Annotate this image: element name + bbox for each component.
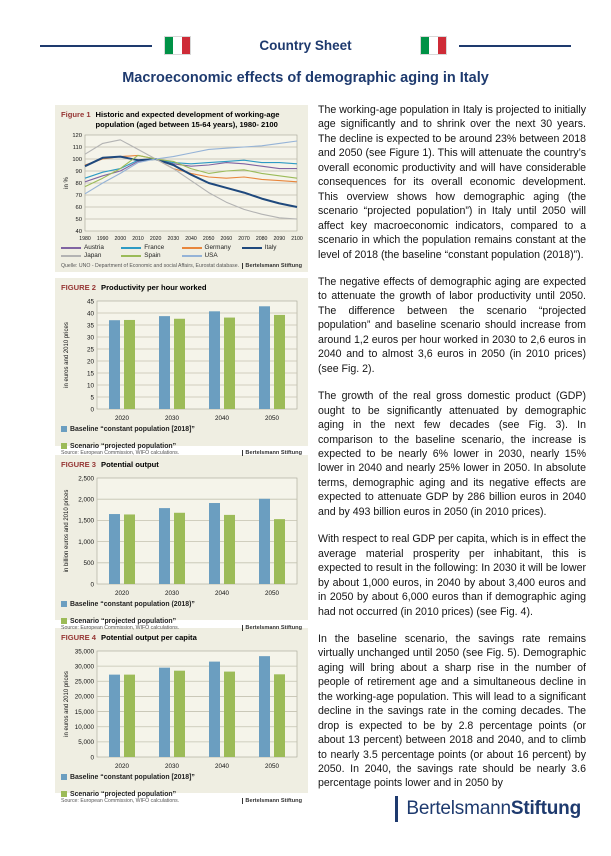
figure-2-title: [61, 283, 302, 293]
figure-4-source-row: [61, 798, 302, 804]
svg-text:25: 25: [86, 346, 94, 354]
figure-4-panel: [55, 628, 308, 804]
svg-text:15: 15: [86, 370, 94, 378]
svg-text:35: 35: [86, 322, 94, 330]
legend-item: Baseline “constant population [2018]”: [61, 774, 195, 781]
svg-text:1,000: 1,000: [78, 538, 94, 546]
svg-text:2070: 2070: [238, 236, 250, 243]
svg-text:45: 45: [86, 298, 94, 306]
figure-1-line-chart: [61, 131, 302, 243]
svg-text:5: 5: [90, 394, 94, 402]
legend-marker-icon: [61, 247, 81, 249]
svg-text:30: 30: [86, 334, 94, 342]
bertelsmann-brand-mark: Bertelsmann Stiftung: [242, 263, 302, 269]
legend-marker-icon: [121, 247, 141, 249]
legend-item: Germany: [182, 244, 242, 251]
legend-marker-icon: [61, 618, 67, 624]
legend-item: France: [121, 244, 181, 251]
paragraph: The working-age population in Italy is projected to initially age significantly and to shrink over the next 30 years. The decline is expected to be around 23% between 2018 and 2050 (see Figure 1). This will attenuate the country’s overall economic productivity and will have considerable consequences for its overall economic development. This overview shows how demographic aging (the scenario “projected population”) in Italy until 2050 will affect key macroeconomic indicators, compared to a scenario in which the population remains constant at the level of 2018 (the baseline “constant population (2018)”).: [318, 104, 586, 261]
svg-text:2020: 2020: [114, 414, 130, 422]
svg-text:2030: 2030: [164, 589, 180, 597]
italy-flag-icon: [420, 36, 447, 55]
svg-text:2000: 2000: [114, 236, 127, 243]
figure-4-legend: [61, 774, 302, 798]
figure-2-panel: [55, 278, 308, 456]
legend-item: Baseline “constant population [2018]”: [61, 426, 195, 433]
figure-3-source-row: [61, 625, 302, 631]
source-text: Source: European Commission, WIFO calculations.: [61, 797, 180, 804]
svg-text:2030: 2030: [164, 414, 180, 422]
figure-1-source-row: [61, 263, 302, 269]
figure-3-panel: [55, 455, 308, 631]
svg-text:2020: 2020: [114, 762, 130, 770]
figure-3-title: [61, 460, 302, 470]
svg-text:1980: 1980: [79, 236, 91, 243]
source-text: Quelle: UNO - Department of Economic and social Affairs, Eurostat database.: [61, 263, 240, 269]
figure-4-bar-chart: [61, 645, 302, 773]
source-text: Source: European Commission, WIFO calculations.: [61, 624, 180, 631]
figure-3-legend: [61, 601, 302, 625]
kicker-title: Country Sheet: [259, 38, 352, 53]
svg-text:0: 0: [90, 581, 94, 589]
svg-text:2,500: 2,500: [78, 475, 94, 483]
svg-text:2060: 2060: [220, 236, 233, 243]
header-rule-left: [40, 45, 152, 47]
bertelsmann-brand-mark: Bertelsmann Stiftung: [242, 798, 302, 804]
legend-item: USA: [182, 252, 242, 259]
svg-text:in euros and 2010 prices: in euros and 2010 prices: [64, 670, 70, 737]
legend-marker-icon: [61, 426, 67, 432]
svg-text:120: 120: [72, 133, 82, 140]
svg-text:2030: 2030: [164, 762, 180, 770]
figure-2-legend: [61, 426, 302, 450]
figure-4-title: [61, 633, 302, 643]
legend-marker-icon: [182, 247, 202, 249]
svg-text:20: 20: [86, 358, 94, 366]
svg-text:15,000: 15,000: [74, 708, 94, 716]
legend-marker-icon: [61, 601, 67, 607]
svg-text:in billion euros and 2010 pric: in billion euros and 2010 prices: [64, 489, 70, 573]
svg-text:2040: 2040: [185, 236, 197, 243]
legend-item: Scenario “projected population”: [61, 791, 176, 798]
header-rule-right: [459, 45, 571, 47]
svg-text:110: 110: [72, 145, 82, 152]
svg-text:1,500: 1,500: [78, 517, 94, 525]
figure-1-panel: [55, 105, 308, 272]
paragraph: The growth of the real gross domestic product (GDP) ought to be significantly attenuated by demographic aging in the next few decades (see Fig. 3). In comparison to the baseline scenario, the increase is expected to be nearly 6% lower in 2030, nearly 15% lower in 2040 and nearly 25% lower in 2050. In absolute terms, demographic aging and its negative effects are expected to attenuate GDP by 286 billion euros in 2040 and by 493 billion euros in 2050 (in 2010 prices).: [318, 390, 586, 518]
bertelsmann-stiftung-logo: [395, 796, 581, 822]
legend-marker-icon: [61, 255, 81, 257]
figure-3-bar-chart: [61, 472, 302, 600]
svg-text:2040: 2040: [214, 414, 230, 422]
legend-marker-icon: [121, 255, 141, 257]
figure-2-source-row: [61, 450, 302, 456]
body-text-column: [318, 103, 586, 804]
legend-marker-icon: [242, 247, 262, 249]
legend-marker-icon: [61, 791, 67, 797]
source-text: Source: European Commission, WIFO calculations.: [61, 449, 180, 456]
svg-text:2020: 2020: [114, 589, 130, 597]
svg-text:40: 40: [75, 229, 82, 236]
svg-text:2080: 2080: [255, 236, 268, 243]
legend-marker-icon: [182, 255, 202, 257]
figure-label: Figure 1: [61, 110, 91, 119]
svg-text:30,000: 30,000: [74, 663, 94, 671]
svg-text:2090: 2090: [273, 236, 286, 243]
svg-text:500: 500: [83, 559, 94, 567]
figure-name: Potential output: [101, 460, 159, 469]
svg-text:40: 40: [86, 310, 94, 318]
figure-name: Productivity per hour worked: [101, 283, 207, 292]
svg-text:2030: 2030: [167, 236, 180, 243]
logo-bar: [395, 796, 398, 822]
svg-text:100: 100: [72, 157, 82, 164]
svg-text:2050: 2050: [264, 414, 280, 422]
legend-item: Japan: [61, 252, 121, 259]
svg-text:25,000: 25,000: [74, 678, 94, 686]
figure-label: FIGURE 3: [61, 460, 97, 469]
svg-text:in euros and 2010 prices: in euros and 2010 prices: [64, 321, 70, 388]
paragraph: The negative effects of demographic aging are expected to attenuate the growth of labor productivity until 2050. The difference between the scenario “projected population” and baseline scenario should increase from around 1,2 euros per hour worked in 2030 to 2,6 euros in 2040 and to almost 3,6 euros in 2050 (in 2010 prices) (see Fig. 2).: [318, 275, 586, 375]
svg-text:2010: 2010: [132, 236, 144, 243]
svg-text:1990: 1990: [96, 236, 109, 243]
svg-text:35,000: 35,000: [74, 648, 94, 656]
figure-name: Potential output per capita: [101, 633, 197, 642]
charts-column: [55, 105, 308, 804]
legend-item: Scenario “projected population”: [61, 443, 176, 450]
figure-label: FIGURE 2: [61, 283, 97, 292]
header: [0, 36, 611, 55]
svg-text:80: 80: [75, 181, 82, 188]
svg-text:2040: 2040: [214, 589, 230, 597]
legend-item: Baseline “constant population (2018)”: [61, 601, 195, 608]
bertelsmann-brand-mark: Bertelsmann Stiftung: [242, 625, 302, 631]
svg-text:0: 0: [90, 406, 94, 414]
svg-text:70: 70: [75, 193, 82, 200]
logo-text: BertelsmannStiftung: [406, 798, 581, 819]
legend-marker-icon: [61, 443, 67, 449]
legend-item: Spain: [121, 252, 181, 259]
figure-1-legend: [61, 244, 302, 259]
svg-text:2050: 2050: [202, 236, 215, 243]
svg-text:90: 90: [75, 169, 82, 176]
svg-text:2050: 2050: [264, 589, 280, 597]
svg-text:2100: 2100: [291, 236, 303, 243]
svg-text:10: 10: [86, 382, 94, 390]
legend-marker-icon: [61, 774, 67, 780]
svg-text:0: 0: [90, 754, 94, 762]
legend-item: Italy: [242, 244, 302, 251]
figure-label: FIGURE 4: [61, 633, 97, 642]
figure-2-bar-chart: [61, 295, 302, 425]
legend-item: Scenario “projected population”: [61, 618, 176, 625]
bertelsmann-brand-mark: Bertelsmann Stiftung: [242, 450, 302, 456]
svg-text:5,000: 5,000: [78, 738, 94, 746]
paragraph: In the baseline scenario, the savings rate remains virtually unchanged until 2050 (see Fig. 5). Demographic aging will bring about a sharp rise in the number of people of retirement age and a simultaneous decline in the working-age population. This will lead to a significant decline in the savings rate in the coming decades. The drop is expected to be by 2.8 percentage points (or about 13 percent) between 2018 and 2040, and to climb to nearly 3.5 percentage points (or about 16 percent) by 2050. In 2040, the savings rate should be nearly 3.6 percentage points lower and in 2050 by: [318, 632, 586, 790]
svg-text:10,000: 10,000: [74, 723, 94, 731]
svg-text:50: 50: [75, 217, 82, 224]
svg-text:in %: in %: [64, 177, 70, 190]
paragraph: With respect to real GDP per capita, which is in effect the average material prosperity per inhabitant, this is expected to result in the following: In 2030 it will be lower by about 1,000 euros, in 2040 by about 3,400 euros and in 2050 by about 6,000 euros than if demographic aging had not occurred (in 2010 prices) (see Fig. 4).: [318, 533, 586, 618]
svg-text:20,000: 20,000: [74, 693, 94, 701]
svg-text:60: 60: [75, 205, 82, 212]
svg-text:2,000: 2,000: [78, 496, 94, 504]
svg-text:2050: 2050: [264, 762, 280, 770]
figure-name: Historic and expected development of working-age population (aged between 15-64 years), 1980- 2100: [95, 110, 280, 129]
svg-text:2020: 2020: [149, 236, 162, 243]
page-title: Macroeconomic effects of demographic aging in Italy: [122, 70, 489, 86]
italy-flag-icon: [164, 36, 191, 55]
legend-item: Austria: [61, 244, 121, 251]
figure-1-title: [61, 110, 302, 129]
svg-text:2040: 2040: [214, 762, 230, 770]
